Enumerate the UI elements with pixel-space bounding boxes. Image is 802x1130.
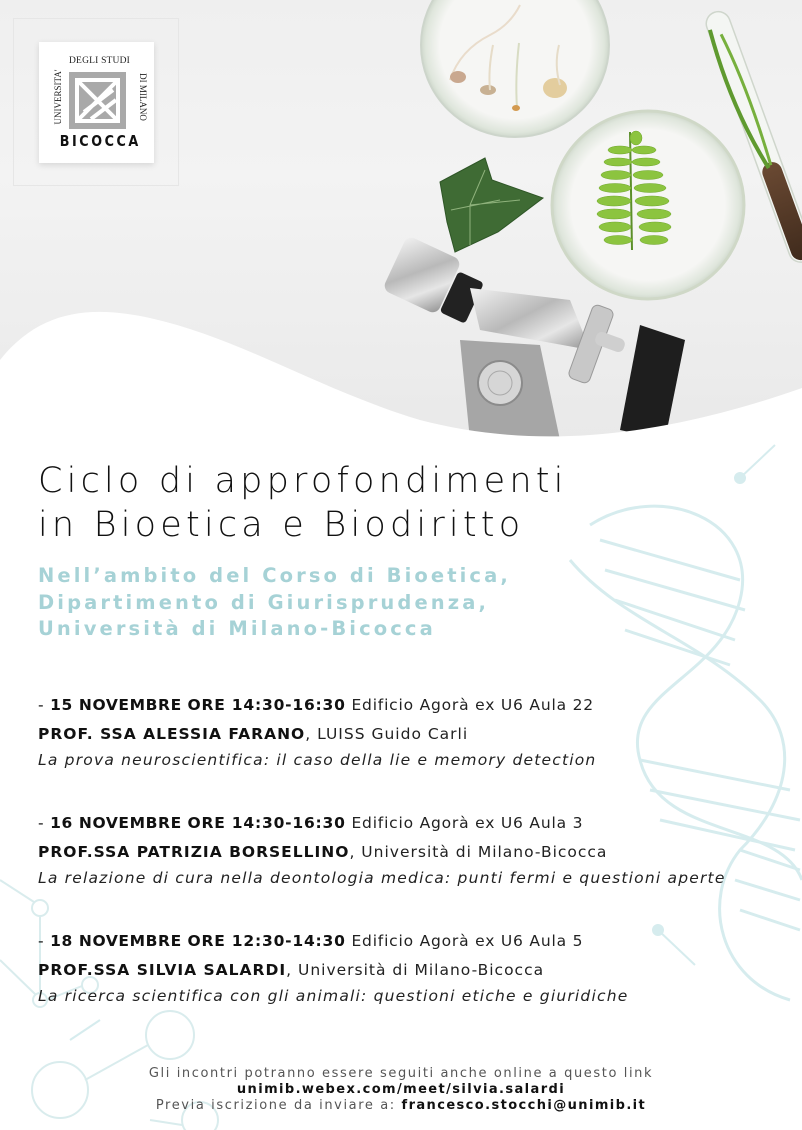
event-item [38,696,596,769]
event-speaker: PROF. SSA ALESSIA FARANO [38,725,306,743]
subtitle-line-1: Nell’ambito del Corso di Bioetica, [38,564,511,587]
event-speaker-line [38,843,726,861]
poster-subtitle [38,563,511,643]
poster-title [38,459,568,547]
subtitle-line-3: Università di Milano-Bicocca [38,617,436,640]
footer-online-note: Gli incontri potranno essere seguiti anche online a questo link [148,1066,654,1081]
event-time: ORE 14:30-16:30 [187,814,346,832]
footer-info [0,1066,802,1114]
event-dash: - [38,932,51,950]
title-line-1: Ciclo di approfondimenti [38,461,568,501]
event-schedule [38,814,726,832]
event-affiliation: , Università di Milano-Bicocca [349,843,608,861]
event-affiliation: , Università di Milano-Bicocca [286,961,545,979]
event-date: 15 NOVEMBRE [50,696,182,714]
event-dash: - [38,814,51,832]
event-item [38,814,726,887]
event-dash: - [38,696,51,714]
event-time: ORE 12:30-14:30 [187,932,346,950]
footer-registration [0,1098,802,1114]
event-location: Edificio Agorà ex U6 Aula 5 [351,932,584,950]
event-topic: La relazione di cura nella deontologia medica: punti fermi e questioni aperte [38,869,726,887]
event-schedule [38,696,596,714]
event-topic: La prova neuroscientifica: il caso della lie e memory detection [38,751,597,769]
registration-label: Previa iscrizione da inviare a: [155,1098,402,1113]
event-date: 16 NOVEMBRE [50,814,182,832]
event-speaker-line [38,725,596,743]
logo-text-universita: UNIVERSITA' [53,69,63,125]
title-line-2: in Bioetica e Biodiritto [38,505,525,545]
event-item [38,932,628,1005]
logo-text-bicocca: BICOCCA [59,132,141,150]
event-location: Edificio Agorà ex U6 Aula 22 [351,696,594,714]
logo-emblem-icon [69,72,126,129]
event-location: Edificio Agorà ex U6 Aula 3 [351,814,584,832]
event-affiliation: , LUISS Guido Carli [305,725,469,743]
event-date: 18 NOVEMBRE [50,932,182,950]
event-speaker: PROF.SSA SILVIA SALARDI [38,961,287,979]
university-logo [39,42,154,163]
event-speaker: PROF.SSA PATRIZIA BORSELLINO [38,843,350,861]
dna-helix-icon [570,506,802,1000]
webex-link[interactable]: unimib.webex.com/meet/silvia.salardi [236,1082,566,1097]
logo-text-degli-studi: DEGLI STUDI [69,56,131,66]
logo-text-di-milano: DI MILANO [138,73,148,121]
event-time: ORE 14:30-16:30 [187,696,346,714]
event-schedule [38,932,628,950]
event-topic: La ricerca scientifica con gli animali: questioni etiche e giuridiche [38,987,629,1005]
subtitle-line-2: Dipartimento di Giurisprudenza, [38,590,489,614]
event-speaker-line [38,961,628,979]
registration-email-link[interactable]: francesco.stocchi@unimib.it [401,1098,647,1113]
